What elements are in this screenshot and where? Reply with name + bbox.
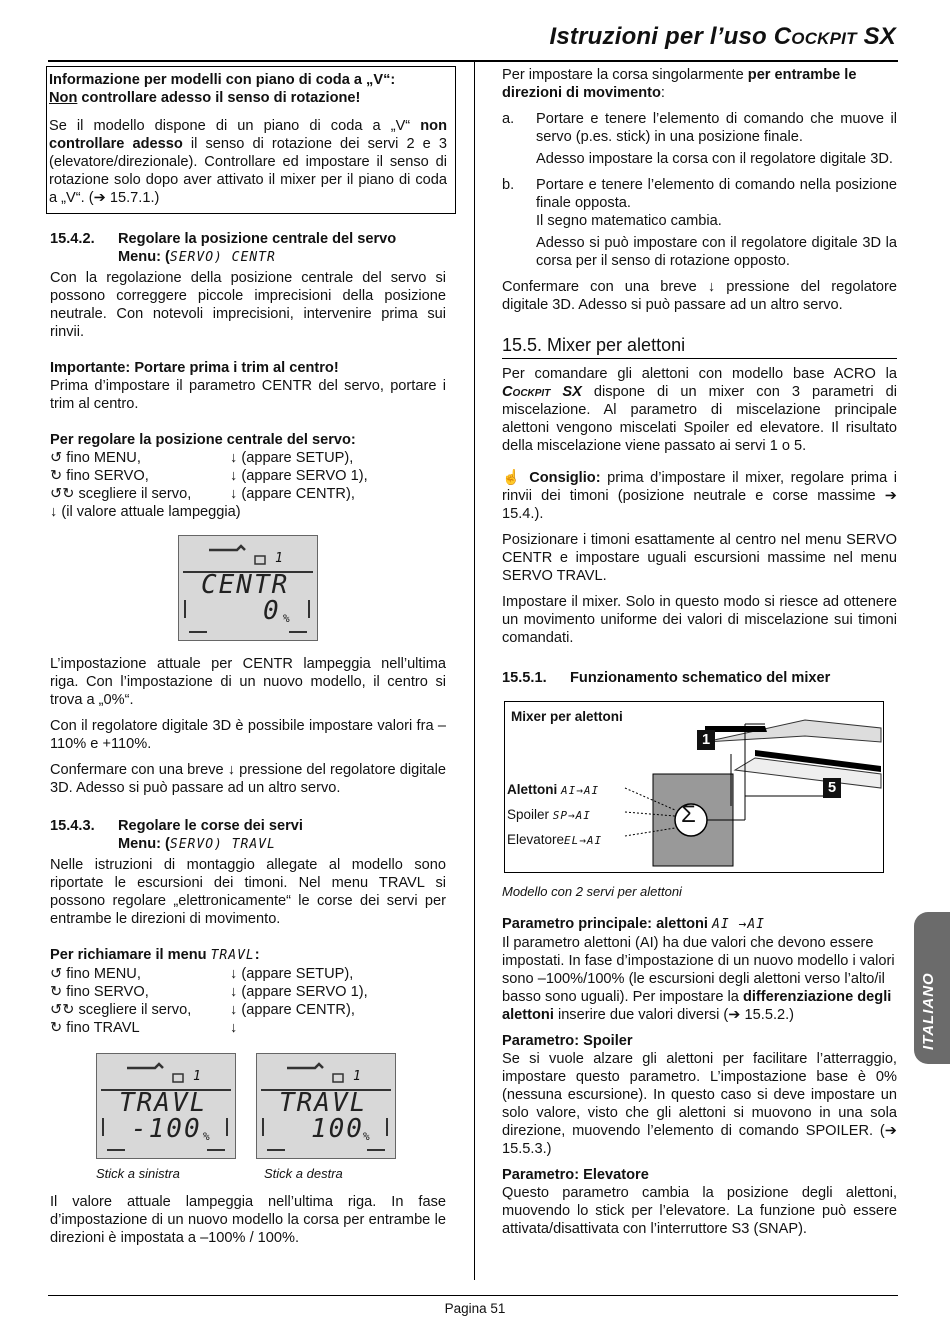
- step-row: ↻ fino TRAVL ↓: [50, 1020, 238, 1036]
- lcd-main-label: TRAVL: [119, 1088, 208, 1118]
- section-15-5-1-heading: 15.5.1. Funzionamento schematico del mixer: [502, 670, 831, 686]
- step-row: ↺ fino MENU, ↓ (appare SETUP),: [50, 966, 354, 982]
- section-15-4-3-heading: 15.4.3. Regolare le corse dei servi: [50, 818, 303, 834]
- important-text: Prima d’impostare il parametro CENTR del servo, portare i trim al centro.: [50, 378, 446, 412]
- diagram-input-row: Spoiler SP→AI: [507, 807, 591, 822]
- travl-intro-text: Nelle istruzioni di montaggio allegate al modello sono riportate le escursioni dei timoni. Nel menu TRAVL si possono regolare „elettronicamente“ le corse dei servi per entrambe le direzioni di movimento.: [50, 857, 446, 927]
- section-15-4-2-menu: Menu: (SERVO) CENTR: [118, 249, 276, 265]
- step-row: ↻ fino SERVO, ↓ (appare SERVO 1),: [50, 984, 368, 1000]
- sigma-symbol: Σ: [681, 801, 696, 828]
- diagram-title: Mixer per alettoni: [511, 709, 623, 724]
- section-15-5-heading: 15.5. Mixer per alettoni: [502, 336, 897, 359]
- centr-text-3: Con il regolatore digitale 3D è possibile impostare valori fra –110% e +110%.: [50, 718, 446, 752]
- lcd-display-travl-left: [96, 1053, 236, 1183]
- mixer-diagram: [504, 701, 884, 873]
- lcd-unit: %: [203, 1130, 211, 1143]
- travl-intro-right: Per impostare la corsa singolarmente per entrambe le direzioni di movimento:: [502, 67, 857, 101]
- important-heading: Importante: Portare prima i trim al centro!: [50, 360, 339, 376]
- centr-steps: [50, 449, 446, 521]
- side-tab-label: ITALIANO: [920, 972, 937, 1050]
- v-tail-info-box: [46, 66, 456, 214]
- step-row: ↺ fino MENU, ↓ (appare SETUP),: [50, 450, 354, 466]
- diagram-caption: Modello con 2 servi per alettoni: [502, 884, 682, 899]
- param-spoiler-text: Se si vuole alzare gli alettoni per facilitare l’atterraggio, impostare questo parametro. L’impostazione base è 0% (nessuna escursione). In questo caso si deve impostare un solo valore, visto che gli alettoni si muovono in una sola direzione, muovendo l’elemento di comando SPOILER. (➔ 15.5.3.): [502, 1051, 897, 1157]
- tip-text: ☝ Consiglio: prima d’impostare il mixer, regolare prima i rinvii dei timoni (posizione neutrale e corse massime ➔ 15.4.).: [502, 470, 897, 522]
- section-15-4-2-heading: 15.4.2. Regolare la posizione centrale del servo: [50, 231, 397, 247]
- lcd-caption: Stick a destra: [264, 1166, 343, 1181]
- param-main-text: Il parametro alettoni (AI) ha due valori che devono essere impostati. In fase d’impostazione di un nuovo modello i valori sono –100%/100% (le escursioni degli alettoni verso l’alto/il basso sono uguali). Per impostare la differenziazione degli alettoni inserire due valori diversi (➔ 15.5.2.): [502, 935, 895, 1023]
- lcd-value: 0: [263, 596, 281, 626]
- lcd-unit: %: [283, 612, 291, 625]
- mixer-text-3: Impostare il mixer. Solo in questo modo si riesce ad ottenere un movimento uniforme dei valori di miscelazione sui timoni comandati.: [502, 594, 897, 646]
- lcd-display-centr: [178, 535, 318, 641]
- page-header-title: Istruzioni per l’uso Cockpit SX: [549, 23, 896, 50]
- servo-1-badge: 1: [697, 730, 715, 750]
- mixer-text-2: Posizionare i timoni esattamente al centro nel menu SERVO CENTR e impostare uguali escursioni massime nel menu SERVO TRAVL.: [502, 532, 897, 584]
- travl-steps-heading: Per richiamare il menu TRAVL:: [50, 947, 260, 963]
- param-elevator-text: Questo parametro cambia la posizione degli alettoni, muovendo lo stick per l’elevatore. La funzione può essere attivata/disattivata con l’interruttore S3 (SNAP).: [502, 1185, 897, 1237]
- step-row: ↺↻ scegliere il servo, ↓ (appare CENTR),: [50, 486, 355, 502]
- box-heading: Informazione per modelli con piano di coda a „V“: Non controllare adesso il senso di rotazione!: [49, 72, 396, 106]
- footer-rule: [48, 1295, 898, 1296]
- list-item: a. Portare e tenere l’elemento di comando che muove il servo (p.es. stick) in una posizione finale. Adesso impostare la corsa con il regolatore digitale 3D.: [502, 111, 897, 167]
- centr-text-2: L’impostazione attuale per CENTR lampeggia nell’ultima riga. Con l’impostazione di un nuovo modello, il centro si trova a „0%“.: [50, 656, 446, 708]
- hand-pointer-icon: ☝: [502, 470, 523, 486]
- centr-intro-text: Con la regolazione della posizione centrale del servo si possono correggere piccole imprecisioni della posizione neutrale. Con notevoli imprecisioni, intervenire prima sui rinvii.: [50, 270, 446, 340]
- lcd-unit: %: [363, 1130, 371, 1143]
- left-column: [50, 66, 446, 1255]
- mixer-intro-text: Per comandare gli alettoni con modello base ACRO la Cockpit SX dispone di un mixer con 3 parametri di miscelazione. Al parametro di miscelazione principale alettoni vengono miscelati Spoiler ed elevatore. Il risultato della miscelazione viene passato ai servi 1 o 5.: [502, 366, 897, 454]
- section-15-4-3-menu: Menu: (SERVO) TRAVL: [118, 836, 276, 852]
- lcd-top-index: 1: [193, 1069, 202, 1084]
- lcd-main-label: TRAVL: [279, 1088, 368, 1118]
- right-column: [502, 66, 897, 1246]
- lcd-top-index: 1: [275, 551, 284, 566]
- lcd-caption: Stick a sinistra: [96, 1166, 180, 1181]
- travl-steps: [50, 965, 446, 1037]
- centr-text-4: Confermare con una breve ↓ pressione del regolatore digitale 3D. Adesso si può passare ad un altro servo.: [50, 762, 446, 796]
- lcd-value: 100: [311, 1114, 364, 1144]
- centr-steps-heading: Per regolare la posizione centrale del servo:: [50, 432, 356, 448]
- step-row: ↺↻ scegliere il servo, ↓ (appare CENTR),: [50, 1002, 355, 1018]
- param-spoiler-heading: Parametro: Spoiler: [502, 1033, 633, 1049]
- language-side-tab: [914, 912, 950, 1064]
- lcd-display-travl-right: [256, 1053, 396, 1183]
- servo-5-badge: 5: [823, 778, 841, 798]
- diagram-input-row: ElevatoreEL→AI: [507, 832, 603, 847]
- confirm-text: Confermare con una breve ↓ pressione del regolatore digitale 3D. Adesso si può passare ad un altro servo.: [502, 279, 897, 313]
- lcd-main-label: CENTR: [201, 570, 290, 600]
- travl-displays: [96, 1053, 446, 1183]
- travl-text-2: Il valore attuale lampeggia nell’ultima riga. In fase d’impostazione di un nuovo modello la corsa per entrambe le direzioni è impostata a –100% / 100%.: [50, 1194, 446, 1246]
- column-divider: [474, 62, 475, 1280]
- param-elevator-heading: Parametro: Elevatore: [502, 1167, 649, 1183]
- step-row: ↓ (il valore attuale lampeggia): [50, 504, 241, 520]
- box-text: Se il modello dispone di un piano di coda a „V“ non controllare adesso il senso di rotazione dei servi 2 e 3 (elevatore/direzionale). Controllare ed impostare il senso di rotazione solo dopo aver attivato il mixer per il piano di coda a „V“. (➔ 15.7.1.): [49, 118, 447, 206]
- param-main-heading: Parametro principale: alettoni AI →AI: [502, 916, 766, 932]
- diagram-inputs: [507, 778, 602, 853]
- step-row: ↻ fino SERVO, ↓ (appare SERVO 1),: [50, 468, 368, 484]
- list-item: b. Portare e tenere l’elemento di comando nella posizione finale opposta. Il segno matematico cambia. Adesso si può impostare con il regolatore digitale 3D la corsa per il senso di rotazione opposto.: [502, 177, 897, 269]
- page-number: Pagina 51: [444, 1301, 506, 1316]
- header-rule: [48, 60, 898, 62]
- lcd-value: -100: [131, 1114, 202, 1144]
- lcd-top-index: 1: [353, 1069, 362, 1084]
- diagram-input-row: Alettoni AI→AI: [507, 782, 600, 797]
